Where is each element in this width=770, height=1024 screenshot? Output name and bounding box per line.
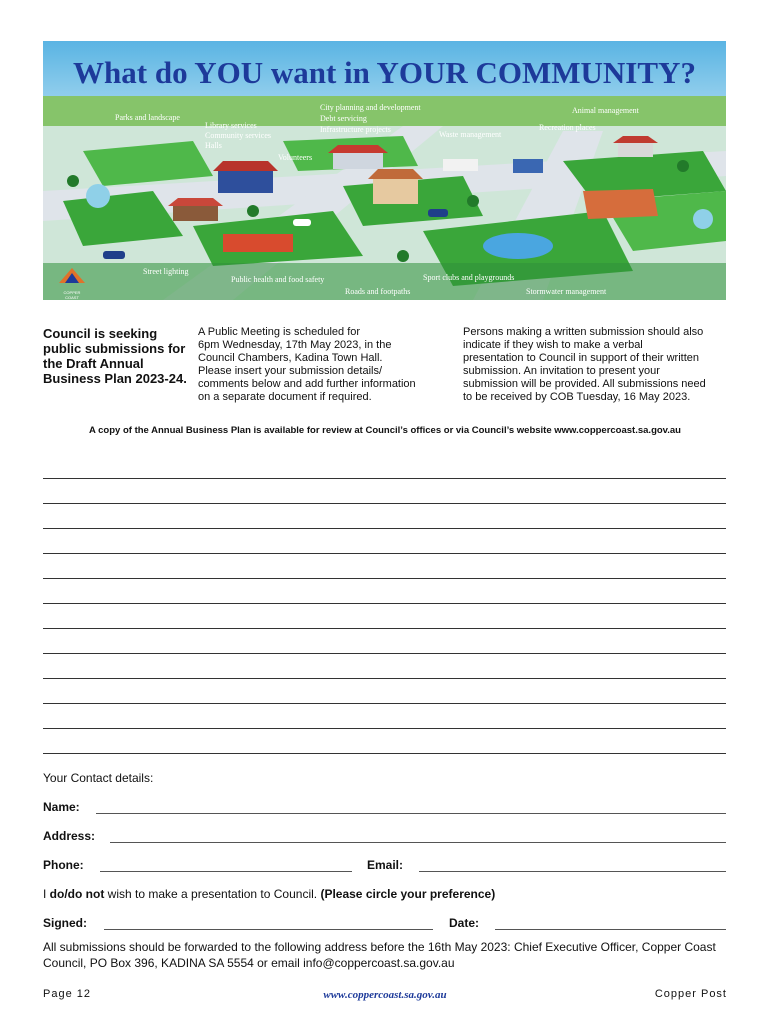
address-label: Address: (43, 829, 96, 843)
date-label: Date: (449, 916, 480, 930)
label-community: Community services (205, 131, 271, 140)
label-city-planning: City planning and development (320, 103, 421, 112)
preference-note: (Please circle your preference) (320, 887, 496, 901)
submission-info-line: to be received by COB Tuesday, 16 May 2023. (463, 391, 691, 403)
page-number: Page 12 (43, 988, 91, 1000)
label-volunteers: Volunteers (278, 153, 313, 162)
meeting-info-line: Please insert your submission details/ (198, 365, 383, 377)
business-plan-notice: A copy of the Annual Business Plan is available for review at Council’s offices or via Council’s website www.coppercoast.sa.gov.au (89, 425, 681, 436)
comment-line[interactable] (43, 478, 726, 479)
comment-line[interactable] (43, 703, 726, 704)
email-label: Email: (367, 858, 404, 872)
email-field[interactable] (419, 871, 726, 872)
signature-field[interactable] (104, 929, 433, 930)
label-roads: Roads and footpaths (345, 287, 411, 296)
comment-line[interactable] (43, 728, 726, 729)
comment-line[interactable] (43, 603, 726, 604)
phone-field[interactable] (100, 871, 352, 872)
comment-line[interactable] (43, 553, 726, 554)
intro-heading: Council is seeking public submissions for the Draft Annual Business Plan 2023-24. (43, 326, 187, 386)
comment-line[interactable] (43, 628, 726, 629)
meeting-info-line: on a separate document if required. (198, 391, 372, 403)
comment-line[interactable] (43, 503, 726, 504)
address-field[interactable] (110, 842, 726, 843)
label-public-health: Public health and food safety (231, 275, 325, 284)
preference-middle: wish to make a presentation to Council. (104, 887, 321, 901)
phone-label: Phone: (43, 858, 84, 872)
date-field[interactable] (495, 929, 726, 930)
label-debt: Debt servicing (320, 114, 367, 123)
meeting-info (198, 326, 448, 404)
label-parks: Parks and landscape (115, 113, 180, 122)
submission-info-line: Persons making a written submission should also (463, 326, 704, 338)
meeting-info-line: comments below and add further information (198, 378, 416, 390)
label-sport-clubs: Sport clubs and playgrounds (423, 273, 515, 282)
forwarding-instructions: All submissions should be forwarded to the following address before the 16th May 2023: Chief Executive Officer, Copper Coast Council, PO Box 396, KADINA SA 5554 or email info@coppercoast.sa.gov.au (43, 940, 716, 970)
council-logo (57, 267, 87, 300)
comment-line[interactable] (43, 678, 726, 679)
preference-prefix: I (43, 887, 50, 901)
submission-info-line: submission will be provided. All submissions need (463, 378, 706, 390)
comment-line[interactable] (43, 653, 726, 654)
label-waste: Waste management (439, 130, 502, 139)
submission-info-line: indicate if they wish to make a verbal (463, 339, 643, 351)
contact-details-title: Your Contact details: (43, 771, 154, 785)
name-field[interactable] (96, 813, 726, 814)
submission-info (463, 326, 733, 404)
meeting-info-line: A Public Meeting is scheduled for (198, 326, 361, 338)
banner-title: What do YOU want in YOUR COMMUNITY? (73, 55, 696, 90)
comment-line[interactable] (43, 578, 726, 579)
meeting-info-line: 6pm Wednesday, 17th May 2023, in the (198, 339, 392, 351)
logo-text: COPPER COAST (63, 290, 81, 300)
presentation-preference[interactable] (43, 887, 495, 901)
label-animal: Animal management (572, 106, 639, 115)
community-illustration-banner (43, 41, 726, 300)
preference-choice[interactable]: do/do not (49, 887, 105, 901)
copper-coast-logo-icon (57, 267, 87, 285)
label-halls: Halls (205, 141, 222, 150)
comment-line[interactable] (43, 528, 726, 529)
name-label: Name: (43, 800, 80, 814)
label-library: Library services (205, 121, 257, 130)
label-infrastructure: Infrastructure projects (320, 125, 391, 134)
label-street-lighting: Street lighting (143, 267, 189, 276)
footer-website-link[interactable]: www.coppercoast.sa.gov.au (323, 989, 447, 1001)
publication-name: Copper Post (654, 988, 727, 1000)
meeting-info-line: Council Chambers, Kadina Town Hall. (198, 352, 383, 364)
signed-label: Signed: (43, 916, 87, 930)
label-recreation: Recreation places (539, 123, 596, 132)
submission-info-line: presentation to Council in support of their written (463, 352, 700, 364)
submission-info-line: submission. An invitation to present your (463, 365, 660, 377)
comment-line[interactable] (43, 753, 726, 754)
label-stormwater: Stormwater management (526, 287, 607, 296)
